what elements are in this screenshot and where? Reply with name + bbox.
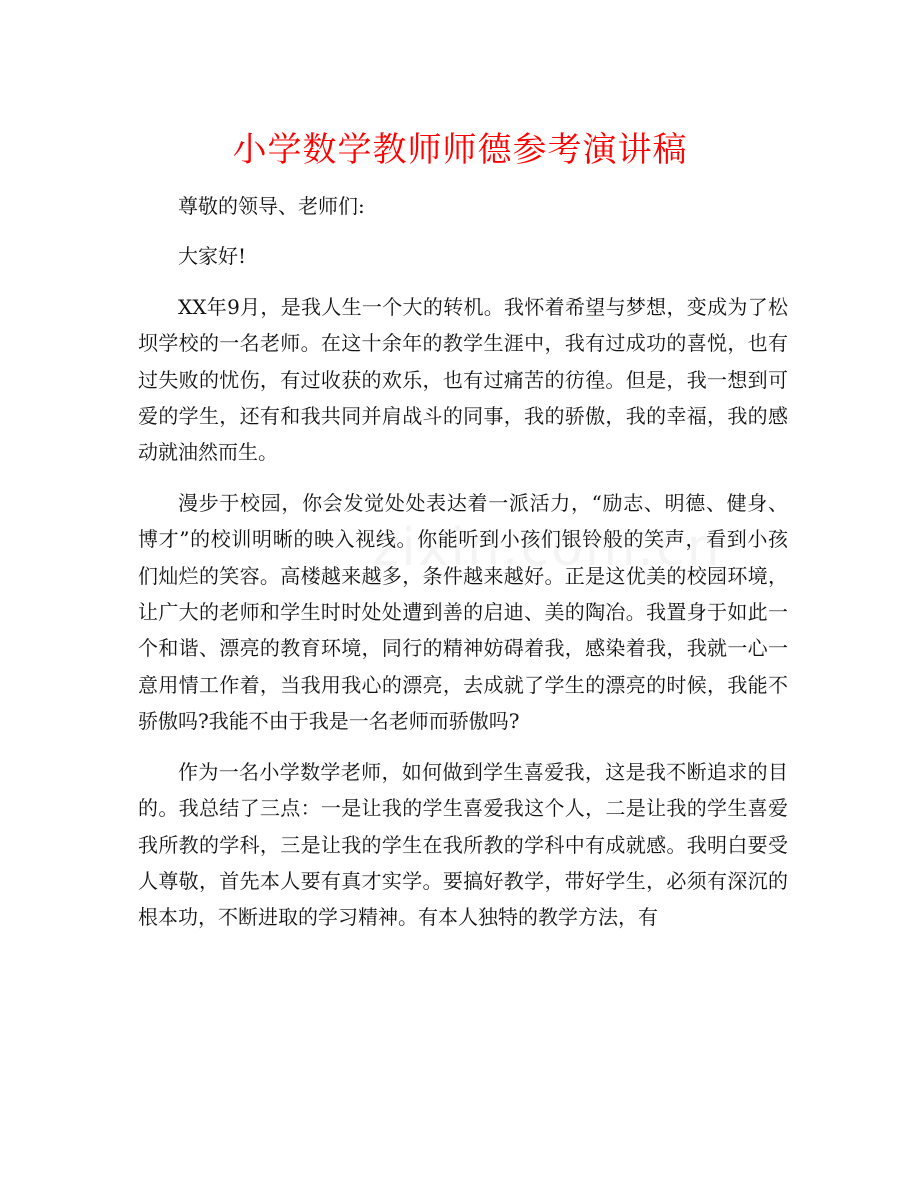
paragraph-2: 漫步于校园，你会发觉处处表达着一派活力，“励志、明德、健身、博才”的校训明晰的映入视线。你能听到小孩们银铃般的笑声，看到小孩们灿烂的笑容。高楼越来越多，条件越来越好。正是这优美的校园环境，让广大的老师和学生时时处处遭到善的启迪、美的陶冶。我置身于如此一个和谐、漂亮的教育环境，同行的精神妨碍着我，感染着我，我就一心一意用情工作着，当我用我心的漂亮，去成就了学生的漂亮的时候，我能不骄傲吗?我能不由于我是一名老师而骄傲吗? (138, 490, 788, 734)
document-title: 小学数学教师师德参考演讲稿 (232, 130, 688, 170)
paragraph-3: 作为一名小学数学老师，如何做到学生喜爱我，这是我不断追求的目的。我总结了三点：一是让我的学生喜爱我这个人，二是让我的学生喜爱我所教的学科，三是让我的学生在我所教的学科中有成就感。我明白要受人尊敬，首先本人要有真才实学。要搞好教学，带好学生，必须有深沉的根本功，不断进取的学习精神。有本人独特的教学方法，有 (138, 759, 788, 930)
paragraph-salutation: 尊敬的领导、老师们: (178, 194, 365, 218)
paragraph-greeting: 大家好! (178, 244, 247, 269)
paragraph-1: XX年9月，是我人生一个大的转机。我怀着希望与梦想，变成为了松坝学校的一名老师。在这十余年的教学生涯中，我有过成功的喜悦，也有过失败的忧伤，有过收获的欢乐，也有过痛苦的彷徨。但是，我一想到可爱的学生，还有和我共同并肩战斗的同事，我的骄傲，我的幸福，我的感动就油然而生。 (138, 294, 788, 465)
document-body (138, 188, 788, 936)
